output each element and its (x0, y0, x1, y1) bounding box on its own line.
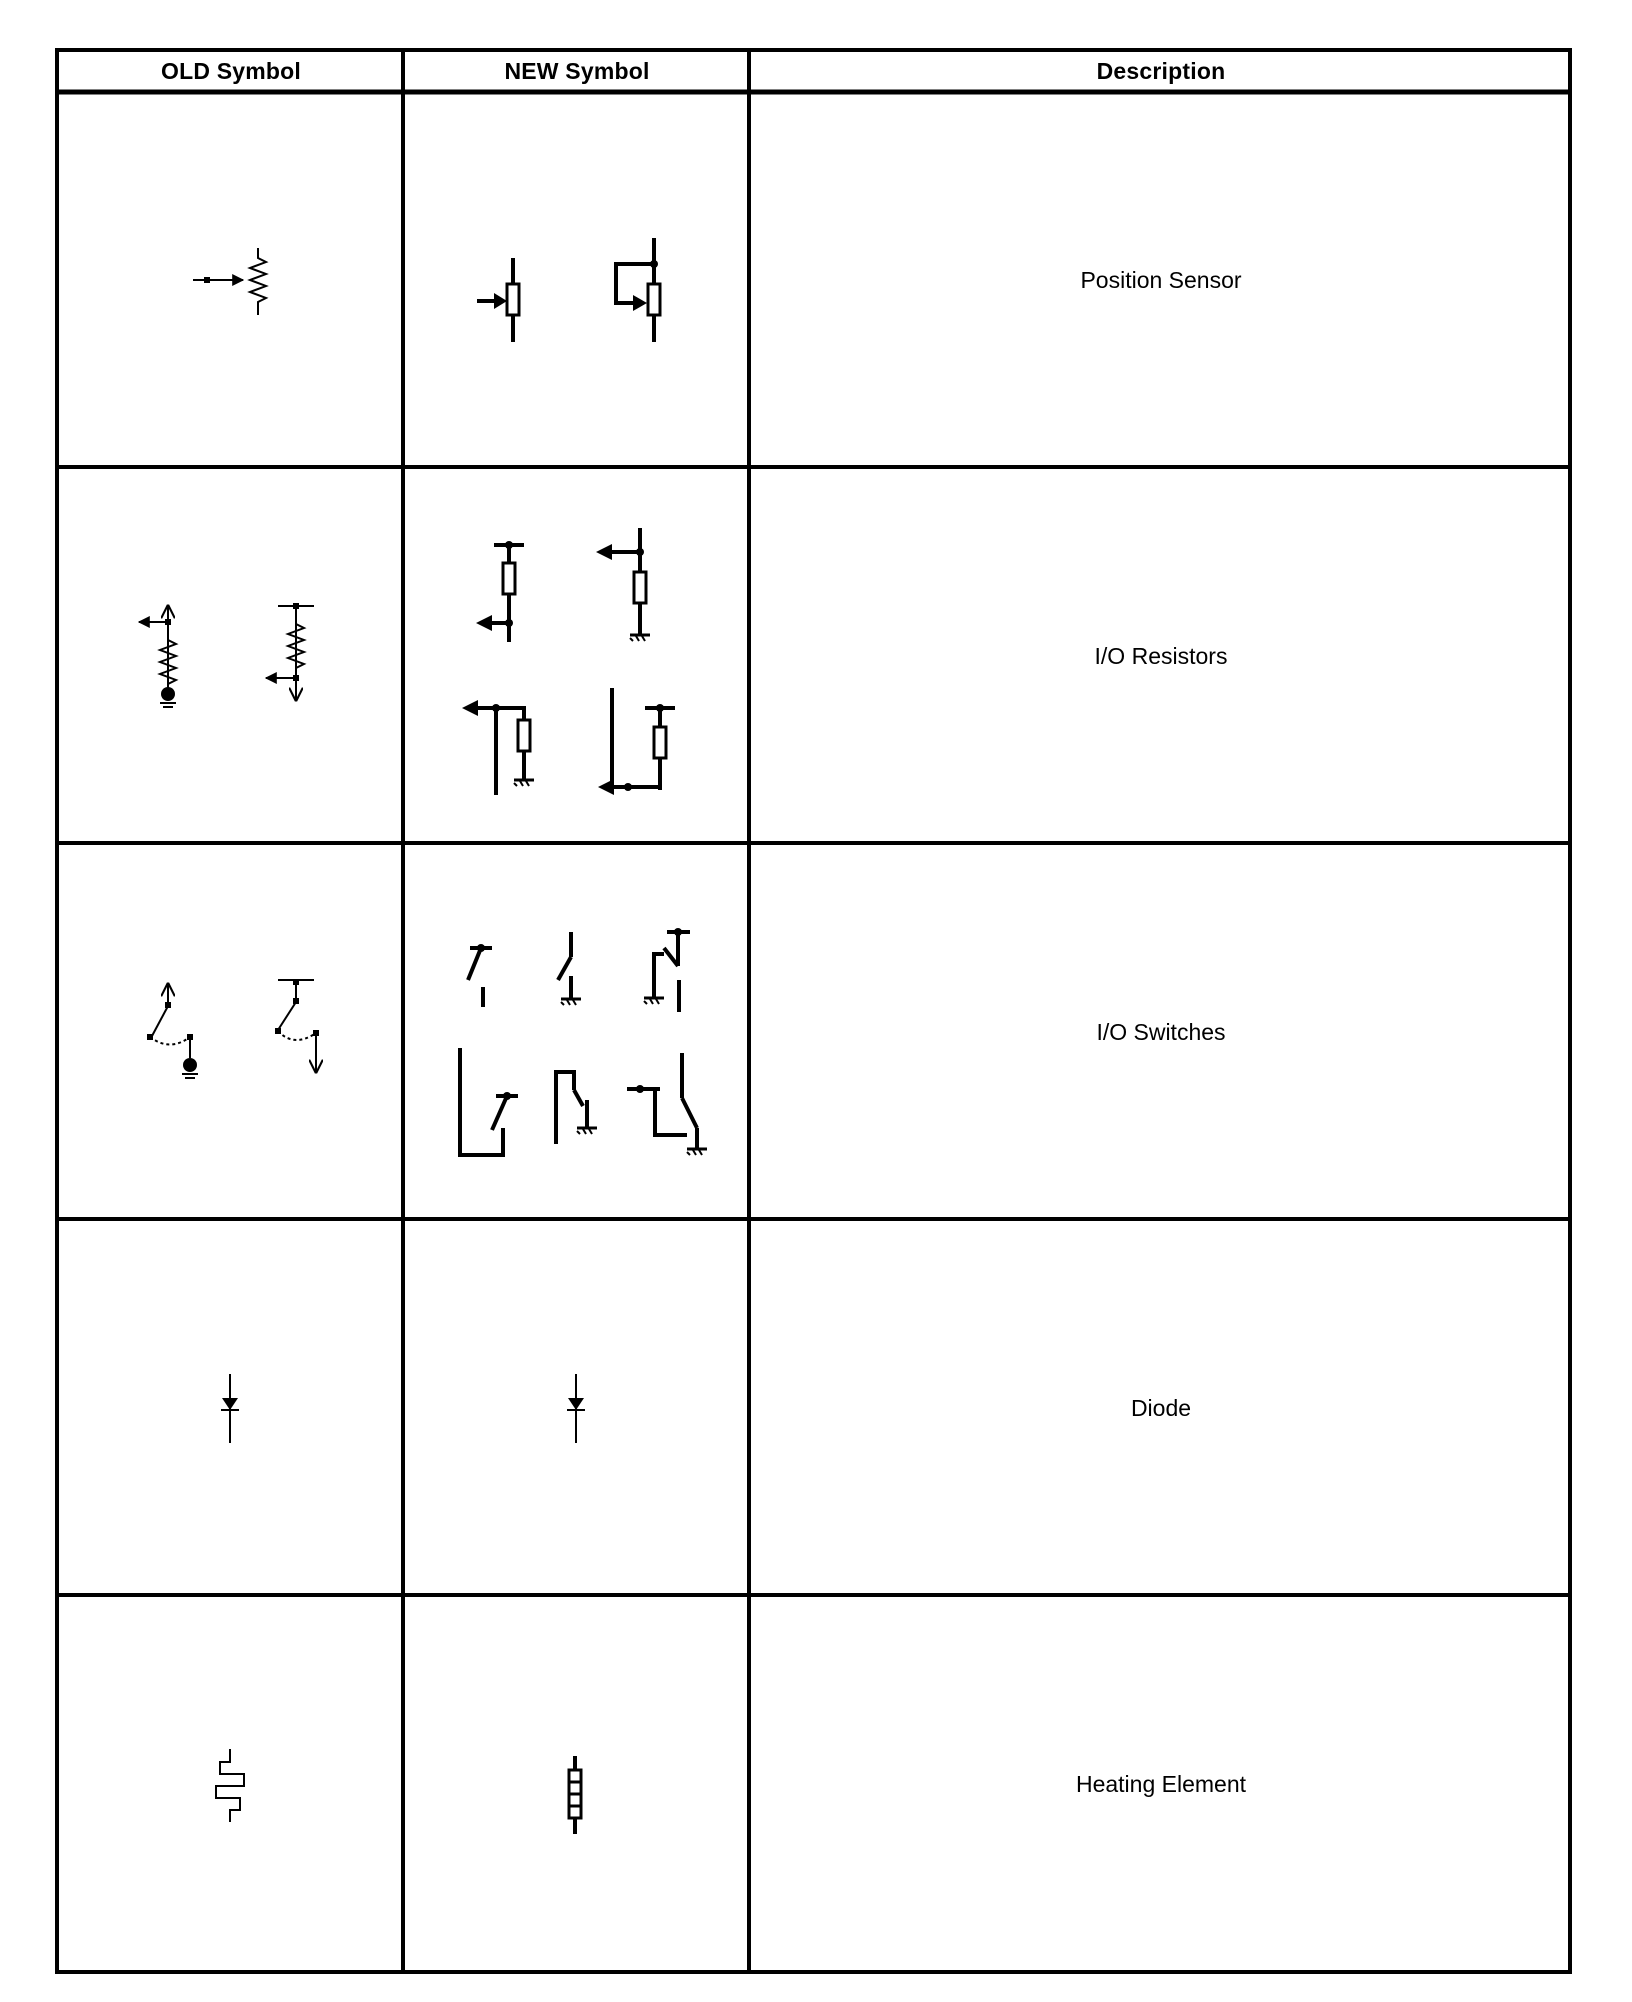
new-diode-icon (567, 1374, 585, 1443)
description-heating-element: Heating Element (1075, 1771, 1247, 1797)
old-io-switches-icon (147, 979, 319, 1078)
description-diode: Diode (1130, 1394, 1192, 1421)
new-position-sensor-icon (477, 238, 660, 342)
description-io-resistors: I/O Resistors (1094, 642, 1228, 669)
header-description: Description (1096, 57, 1226, 84)
old-position-sensor-icon (193, 248, 266, 315)
old-io-resistors-icon (139, 603, 314, 707)
new-io-switches-icon (460, 928, 707, 1155)
header-new-symbol: NEW Symbol (504, 57, 650, 84)
description-position-sensor: Position Sensor (1080, 267, 1242, 293)
old-heating-element-icon (216, 1749, 244, 1822)
new-heating-element-icon (569, 1756, 581, 1834)
new-io-resistors-icon (462, 528, 675, 795)
description-io-switches: I/O Switches (1096, 1018, 1226, 1045)
header-old-symbol: OLD Symbol (160, 57, 301, 84)
old-diode-icon (221, 1374, 239, 1443)
